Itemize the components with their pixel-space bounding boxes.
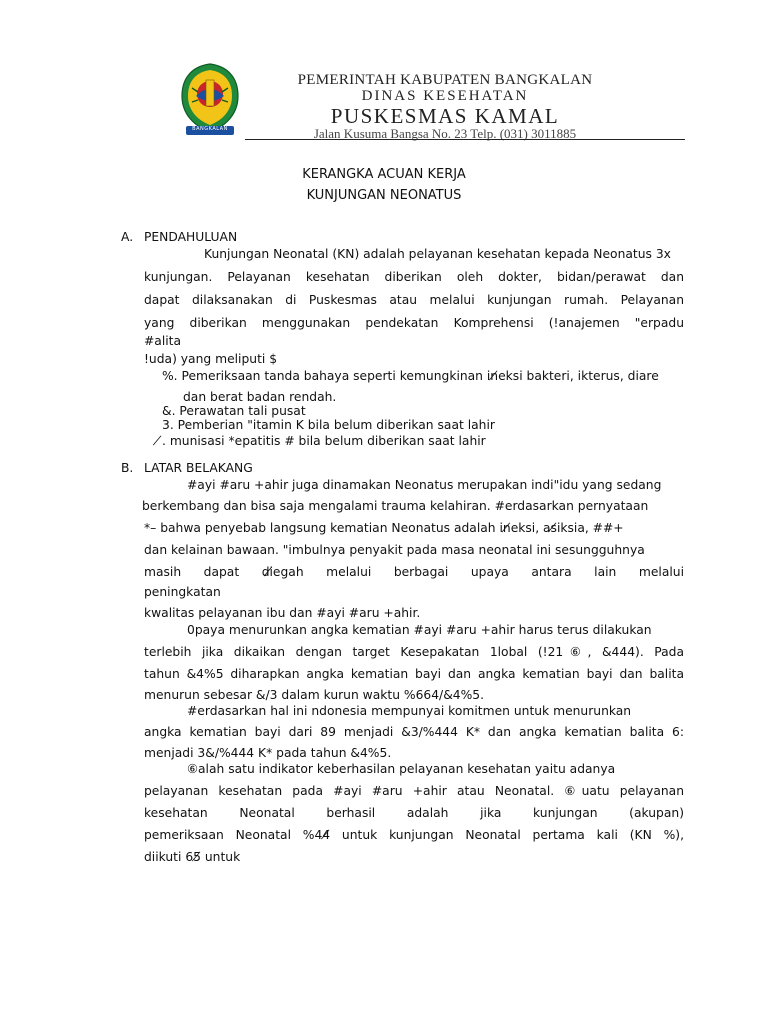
section-b-line: terlebih jika dikaikan dengan target Kesepakatan 1lobal (!21⑥, &444). Pada xyxy=(144,645,684,659)
section-b-line: masih dapat di̸egah melalui berbagai upaya antara lain melalui xyxy=(144,565,684,579)
section-b-line: peningkatan xyxy=(144,585,221,599)
section-b-line: berkembang dan bisa saja mengalami trauma kelahiran. #erdasarkan pernyataan xyxy=(142,499,649,513)
section-a-list-item: dan berat badan rendah. xyxy=(183,390,337,404)
section-b-line: #ayi #aru +ahir juga dinamakan Neonatus merupakan indi"idu yang sedang xyxy=(187,478,662,492)
header-department: DINAS KESEHATAN xyxy=(361,88,529,104)
section-a-list-item: ̸. munisasi *epatitis # bila belum diberikan saat lahir xyxy=(162,434,486,448)
document-title: KERANGKA ACUAN KERJA xyxy=(302,167,466,182)
section-a-list-item: %. Pemeriksaan tanda bahaya seperti kemungkinan in̸eksi bakteri, ikterus, diare xyxy=(162,369,659,383)
section-b-line: *– bahwa penyebab langsung kematian Neonatus adalah in̸eksi, as̸iksia, ##+ xyxy=(144,521,624,535)
section-a-line: !uda) yang meliputi $ xyxy=(144,352,278,366)
section-a-line: yang diberikan menggunakan pendekatan Komprehensi (!anajemen "erpadu xyxy=(144,316,684,330)
header-puskesmas-name: PUSKESMAS KAMAL xyxy=(330,104,560,128)
header-government: PEMERINTAH KABUPATEN BANGKALAN xyxy=(297,72,593,88)
section-b-line: pemeriksaan Neonatal %44̸ untuk kunjungan Neonatal pertama kali (KN %), xyxy=(144,828,684,842)
section-b-line: kesehatan Neonatal berhasil adalah jika kunjungan (akupan) xyxy=(144,806,684,820)
section-b-heading: LATAR BELAKANG xyxy=(144,461,253,475)
section-a-heading: PENDAHULUAN xyxy=(144,230,238,244)
section-b-marker: B. xyxy=(121,461,134,475)
section-b-line: ⑥alah satu indikator keberhasilan pelayanan kesehatan yaitu adanya xyxy=(187,762,616,776)
section-b-line: #erdasarkan hal ini ndonesia mempunyai komitmen untuk menurunkan xyxy=(187,704,632,718)
section-b-line: diikuti 65̸ untuk xyxy=(144,850,241,864)
section-a-line: Kunjungan Neonatal (KN) adalah pelayanan kesehatan kepada Neonatus 3x xyxy=(204,247,671,261)
header-address: Jalan Kusuma Bangsa No. 23 Telp. (031) 3011885 xyxy=(313,126,577,141)
logo-label: BANGKALAN xyxy=(192,126,228,132)
document-subtitle: KUNJUNGAN NEONATUS xyxy=(306,188,462,203)
section-b-line: kwalitas pelayanan ibu dan #ayi #aru +ahir. xyxy=(144,606,421,620)
section-b-line: pelayanan kesehatan pada #ayi #aru +ahir atau Neonatal. ⑥uatu pelayanan xyxy=(144,784,684,798)
section-a-marker: A. xyxy=(121,230,134,244)
section-b-line: dan kelainan bawaan. "imbulnya penyakit pada masa neonatal ini sesungguhnya xyxy=(144,543,645,557)
section-b-line: menurun sebesar &/3 dalam kurun waktu %664/&4%5. xyxy=(144,688,485,702)
section-a-line: kunjungan. Pelayanan kesehatan diberikan oleh dokter, bidan/perawat dan xyxy=(144,270,684,284)
section-b-line: angka kematian bayi dari 89 menjadi &3/%444 K* dan angka kematian balita 6: xyxy=(144,725,684,739)
header-divider xyxy=(245,139,685,140)
section-b-line: menjadi 3&/%444 K* pada tahun &4%5. xyxy=(144,746,392,760)
section-a-list-item: &. Perawatan tali pusat xyxy=(162,404,306,418)
section-a-line: dapat dilaksanakan di Puskesmas atau melalui kunjungan rumah. Pelayanan xyxy=(144,293,684,307)
section-a-line: #alita xyxy=(144,334,182,348)
section-a-list-item: 3. Pemberian "itamin K bila belum diberikan saat lahir xyxy=(162,418,495,432)
section-b-line: tahun &4%5 diharapkan angka kematian bayi dan angka kematian bayi dan balita xyxy=(144,667,684,681)
section-b-line: 0paya menurunkan angka kematian #ayi #aru +ahir harus terus dilakukan xyxy=(187,623,652,637)
